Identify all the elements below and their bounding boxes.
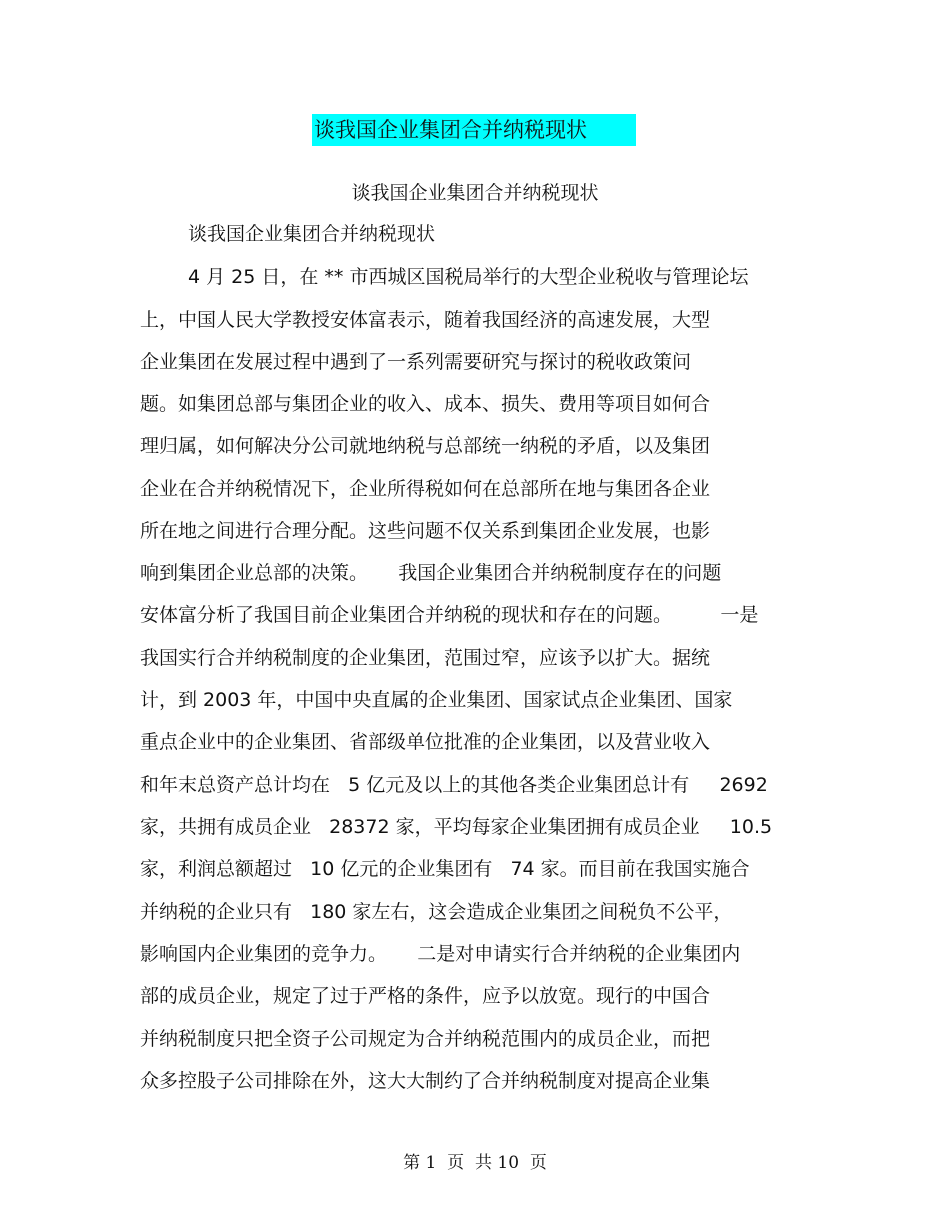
- text-line: 我国实行合并纳税制度的企业集团，范围过窄，应该予以扩大。据统: [140, 647, 711, 669]
- text-line: 所在地之间进行合理分配。这些问题不仅关系到集团企业发展，也影: [140, 520, 711, 542]
- text-line: 并纳税制度只把全资子公司规定为合并纳税范围内的成员企业，而把: [140, 1028, 711, 1050]
- text-line: 和年末总资产总计均在 5 亿元及以上的其他各类企业集团总计有 2692: [140, 774, 768, 796]
- text-line: 4 月 25 日，在 ** 市西城区国税局举行的大型企业税收与管理论坛: [188, 266, 749, 288]
- text-line: 家，利润总额超过 10 亿元的企业集团有 74 家。而目前在我国实施合: [140, 858, 750, 880]
- text-line: 上，中国人民大学教授安体富表示，随着我国经济的高速发展，大型: [140, 309, 711, 331]
- text-line: 题。如集团总部与集团企业的收入、成本、损失、费用等项目如何合: [140, 393, 711, 415]
- page-number-footer: 第 1 页 共 10 页: [403, 1153, 547, 1173]
- text-line: 众多控股子公司排除在外，这大大制约了合并纳税制度对提高企业集: [140, 1070, 711, 1092]
- text-line: 企业在合并纳税情况下，企业所得税如何在总部所在地与集团各企业: [140, 478, 711, 500]
- text-line: 安体富分析了我国目前企业集团合并纳税的现状和存在的问题。 一是: [140, 604, 759, 626]
- paragraph-heading: 谈我国企业集团合并纳税现状: [188, 223, 436, 245]
- text-line: 理归属，如何解决分公司就地纳税与总部统一纳税的矛盾，以及集团: [140, 435, 711, 457]
- text-line: 家，共拥有成员企业 28372 家，平均每家企业集团拥有成员企业 10.5: [140, 816, 773, 838]
- text-line: 响到集团企业总部的决策。 我国企业集团合并纳税制度存在的问题: [140, 562, 722, 584]
- text-line: 部的成员企业，规定了过于严格的条件，应予以放宽。现行的中国合: [140, 985, 711, 1007]
- text-line: 计，到 2003 年，中国中央直属的企业集团、国家试点企业集团、国家: [140, 689, 733, 711]
- text-line: 并纳税的企业只有 180 家左右，这会造成企业集团之间税负不公平，: [140, 901, 733, 923]
- text-line: 影响国内企业集团的竞争力。 二是对申请实行合并纳税的企业集团内: [140, 943, 741, 965]
- text-line: 重点企业中的企业集团、省部级单位批准的企业集团，以及营业收入: [140, 731, 711, 753]
- document-subtitle: 谈我国企业集团合并纳税现状: [351, 182, 599, 204]
- document-title-highlighted: 谈我国企业集团合并纳税现状: [312, 114, 636, 146]
- text-line: 企业集团在发展过程中遇到了一系列需要研究与探讨的税收政策问: [140, 351, 692, 373]
